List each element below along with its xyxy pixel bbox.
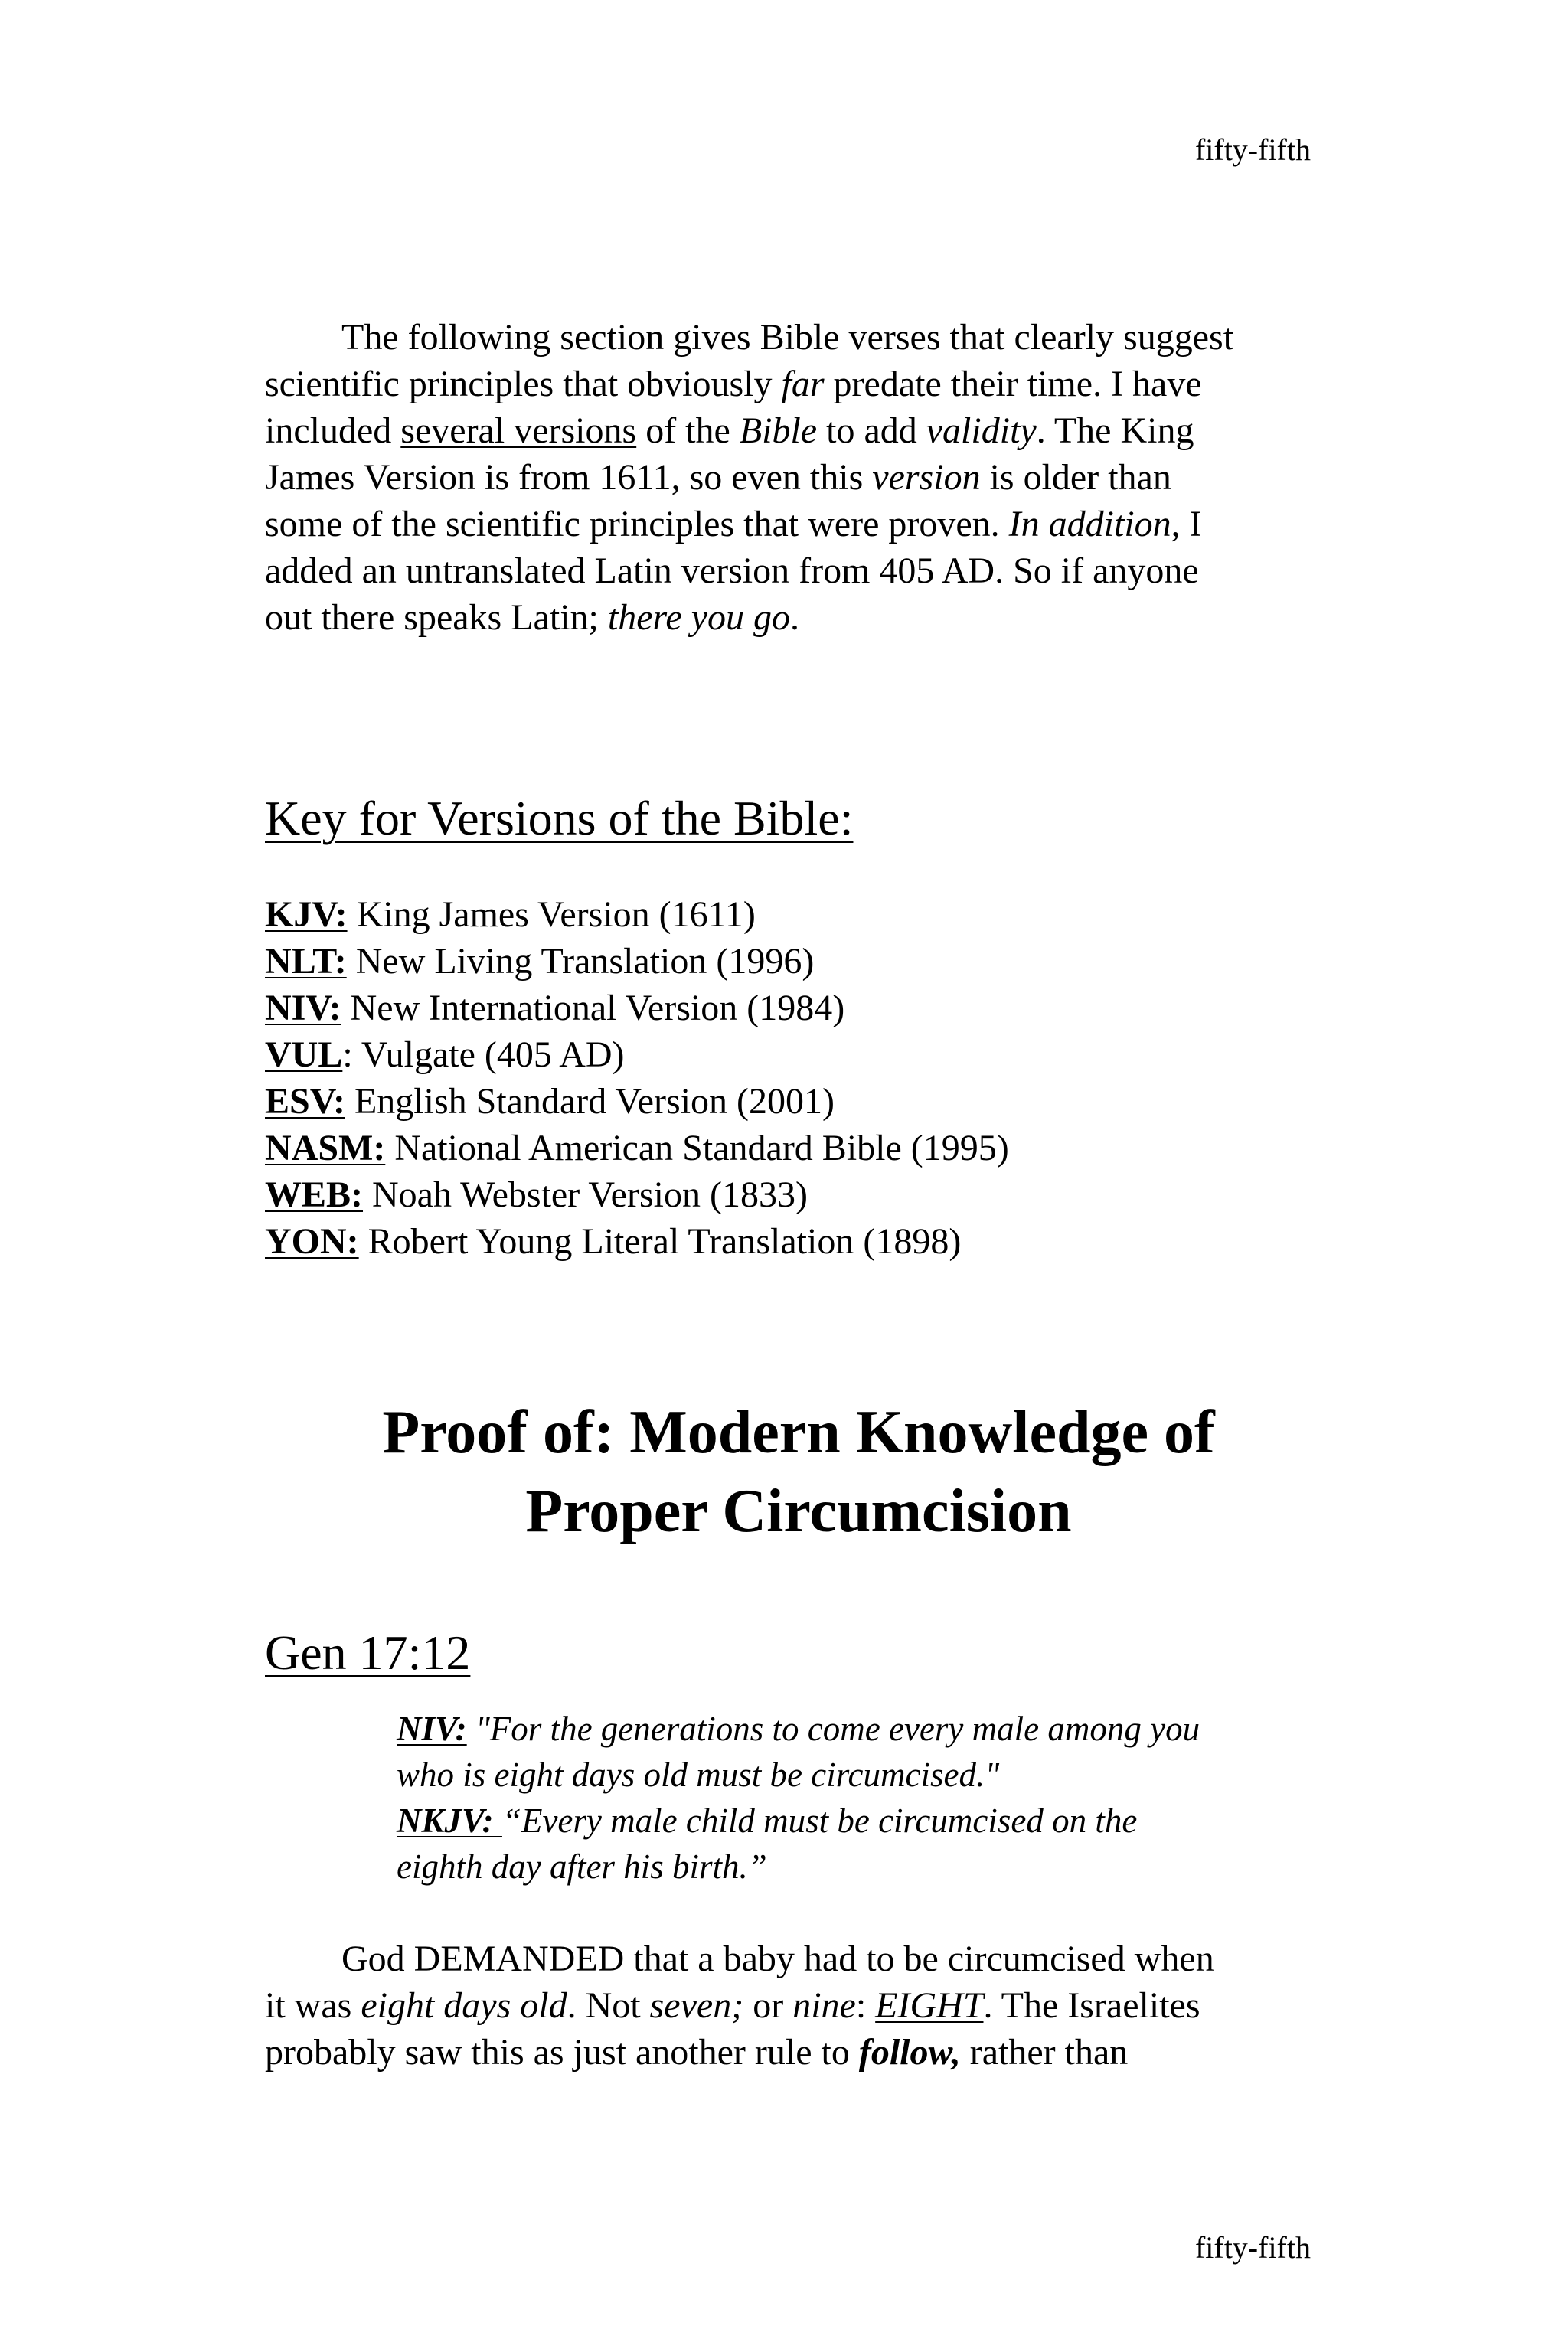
key-item-niv: NIV: New International Version (1984) (265, 988, 845, 1028)
key-item-web: WEB: Noah Webster Version (1833) (265, 1174, 808, 1215)
key-item-kjv: KJV: King James Version (1611) (265, 894, 756, 935)
emphasis-eight: EIGHT (875, 1985, 984, 2026)
running-head-top: fifty-fifth (1194, 132, 1311, 167)
version-key-list (265, 891, 1332, 1265)
key-item-yon: YON: Robert Young Literal Translation (1898) (265, 1221, 962, 1262)
section-title-line-1: Proof of: Modern Knowledge of (382, 1399, 1215, 1466)
intro-line-4: James Version is from 1611, so even this version is older than (265, 457, 1171, 498)
closing-line-2: it was eight days old. Not seven; or nine: EIGHT. The Israelites (265, 1985, 1200, 2026)
key-item-nlt: NLT: New Living Translation (1996) (265, 941, 815, 982)
emphasis-seven: seven; (649, 1985, 744, 2026)
intro-line-6: added an untranslated Latin version from 405 AD. So if anyone (265, 550, 1199, 591)
key-item-esv: ESV: English Standard Version (2001) (265, 1081, 835, 1122)
intro-line-2: scientific principles that obviously far predate their time. I have (265, 364, 1202, 404)
intro-line-7: out there speaks Latin; there you go. (265, 597, 800, 638)
intro-line-5: some of the scientific principles that were proven. In addition, I (265, 504, 1202, 544)
verse-reference: Gen 17:12 (265, 1625, 471, 1680)
emphasis-validity: validity (926, 410, 1037, 451)
key-heading: Key for Versions of the Bible: (265, 791, 854, 845)
verse-label-nkjv: NKJV: (397, 1802, 502, 1840)
emphasis-nine: nine (792, 1985, 856, 2026)
emphasis-far: far (781, 364, 825, 404)
key-item-nasm: NASM: National American Standard Bible (1995) (265, 1128, 1009, 1168)
verse-niv-line-1: NIV: "For the generations to come every male among you (397, 1710, 1200, 1748)
verse-niv-line-2: who is eight days old must be circumcised." (397, 1756, 1000, 1794)
emphasis-version: version (872, 457, 981, 498)
closing-line-1: God DEMANDED that a baby had to be circumcised when (341, 1939, 1214, 1979)
key-item-vul: VUL: Vulgate (405 AD) (265, 1034, 625, 1075)
emphasis-follow: follow, (858, 2032, 961, 2073)
section-title (265, 1393, 1332, 1551)
emphasis-eight-days-old: eight days old (361, 1985, 567, 2026)
closing-line-3: probably saw this as just another rule to follow, rather than (265, 2032, 1129, 2073)
verse-block (397, 1706, 1332, 1890)
intro-line-3: included several versions of the Bible to add validity. The King (265, 410, 1194, 451)
emphasis-in-addition: In addition (1008, 504, 1171, 544)
intro-line-1: The following section gives Bible verses that clearly suggest (341, 317, 1234, 358)
closing-paragraph (265, 1936, 1332, 2076)
verse-label-niv: NIV: (397, 1710, 467, 1748)
emphasis-bible: Bible (739, 410, 818, 451)
underlined-several-versions: several versions (400, 410, 637, 451)
running-head-bottom: fifty-fifth (1194, 2230, 1311, 2265)
intro-paragraph (265, 314, 1332, 641)
emphasis-there-you-go: there you go (607, 597, 791, 638)
verse-nkjv-line-1: NKJV: “Every male child must be circumcised on the (397, 1802, 1138, 1840)
section-title-line-2: Proper Circumcision (525, 1478, 1072, 1545)
verse-nkjv-line-2: eighth day after his birth.” (397, 1847, 767, 1886)
